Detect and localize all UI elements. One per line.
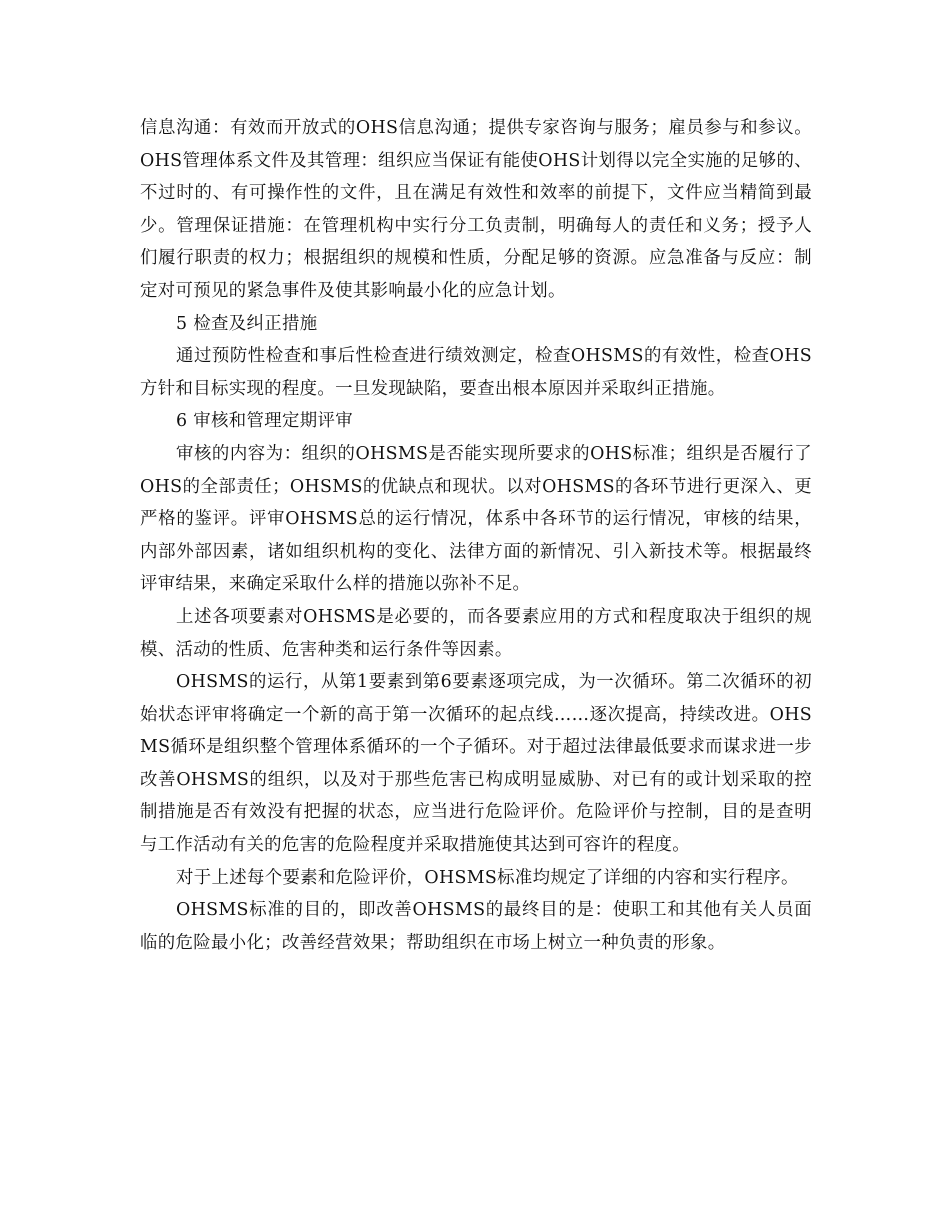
paragraph-ohsms-purpose: OHSMS标准的目的，即改善OHSMS的最终目的是：使职工和其他有关人员面临的危险最小化；改善经营效果；帮助组织在市场上树立一种负责的形象。 [140, 900, 812, 953]
section-heading-audit-review: 6 审核和管理定期评审 [176, 411, 353, 432]
document-body [140, 112, 812, 959]
paragraph-information-communication: 信息沟通：有效而开放式的OHS信息沟通；提供专家咨询与服务；雇员参与和参议。OHS管理体系文件及其管理：组织应当保证有能使OHS计划得以完全实施的足够的、不过时的、有可操作性的文件，且在满足有效性和效率的前提下，文件应当精简到最少。管理保证措施：在管理机构中实行分工负责制，明确每人的责任和义务；授予人们履行职责的权力；根据组织的规模和性质，分配足够的资源。应急准备与反应：制定对可预见的紧急事件及使其影响最小化的应急计划。 [140, 118, 812, 301]
paragraph-inspection: 通过预防性检查和事后性检查进行绩效测定，检查OHSMS的有效性，检查OHS方针和目标实现的程度。一旦发现缺陷，要查出根本原因并采取纠正措施。 [140, 346, 812, 399]
paragraph-audit-content: 审核的内容为：组织的OHSMS是否能实现所要求的OHS标准；组织是否履行了OHS的全部责任；OHSMS的优缺点和现状。以对OHSMS的各环节进行更深入、更严格的鉴评。评审OHSMS总的运行情况，体系中各环节的运行情况，审核的结果，内部外部因素，诸如组织机构的变化、法律方面的新情况、引入新技术等。根据最终评审结果，来确定采取什么样的措施以弥补不足。 [140, 443, 812, 595]
paragraph-standard-requirements: 对于上述每个要素和危险评价，OHSMS标准均规定了详细的内容和实行程序。 [176, 867, 799, 888]
paragraph-ohsms-operation: OHSMS的运行，从第1要素到第6要素逐项完成，为一次循环。第二次循环的初始状态评审将确定一个新的高于第一次循环的起点线……逐次提高，持续改进。OHSMS循环是组织整个管理体系循环的一个子循环。对于超过法律最低要求而谋求进一步改善OHSMS的组织，以及对于那些危害已构成明显威胁、对已有的或计划采取的控制措施是否有效没有把握的状态，应当进行危险评价。危险评价与控制，目的是查明与工作活动有关的危害的危险程度并采取措施使其达到可容许的程度。 [140, 672, 812, 856]
section-heading-inspection: 5 检查及纠正措施 [176, 313, 318, 334]
paragraph-elements-summary: 上述各项要素对OHSMS是必要的，而各要素应用的方式和程度取决于组织的规模、活动的性质、危害种类和运行条件等因素。 [140, 606, 812, 660]
